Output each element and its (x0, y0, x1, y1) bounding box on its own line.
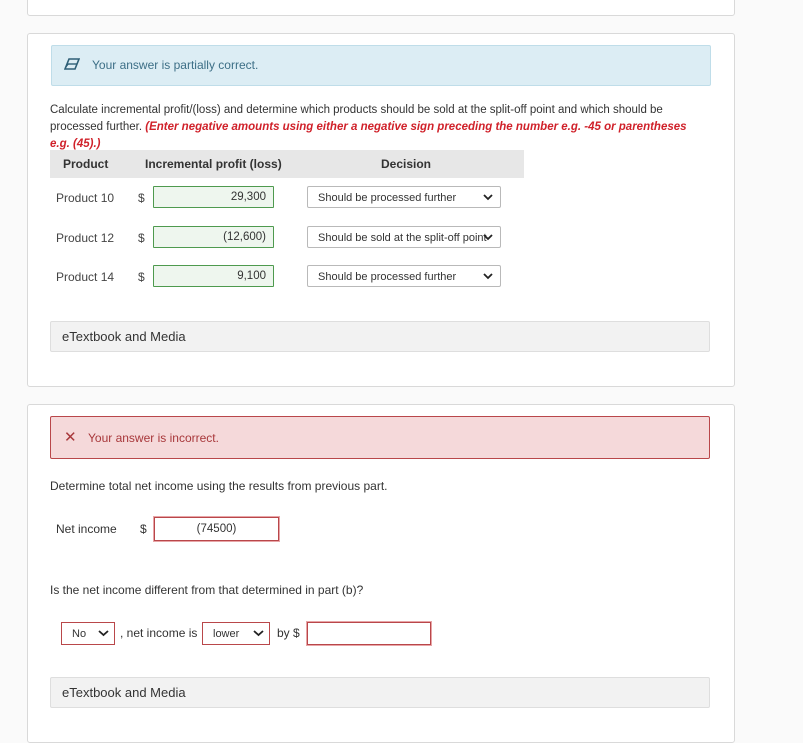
error-x-icon: ✕ (64, 429, 77, 446)
status-message: Your answer is partially correct. (92, 58, 259, 72)
product-14-decision-select[interactable] (307, 265, 501, 287)
chevron-down-icon (483, 194, 493, 201)
header-decision: Decision (381, 157, 432, 171)
row-product-10-label: Product 10 (56, 191, 115, 205)
net-income-prompt: Determine total net income using the results from previous part. (50, 479, 388, 493)
etextbook-media-link[interactable] (50, 321, 710, 352)
yes-no-select[interactable] (61, 622, 115, 645)
select-value: Should be processed further (318, 192, 457, 204)
product-10-profit-input[interactable]: 29,300 (153, 186, 274, 208)
net-income-input[interactable]: (74500) (154, 517, 279, 541)
select-value: No (72, 628, 87, 640)
currency-symbol: $ (138, 231, 145, 245)
row-product-14-label: Product 14 (56, 270, 115, 284)
product-12-profit-input[interactable]: (12,600) (153, 226, 274, 248)
instructions-text: Calculate incremental profit/(loss) and determine which products should be sold at the split-off point and which should be processed further. (50, 104, 663, 133)
by-label: by $ (277, 626, 300, 640)
net-income-label: Net income (56, 522, 117, 536)
product-10-decision-select[interactable] (307, 186, 501, 208)
table-header (50, 150, 524, 178)
difference-amount-input[interactable] (307, 622, 431, 645)
select-value: Should be processed further (318, 271, 457, 283)
header-incremental: Incremental profit (loss) (145, 157, 282, 171)
row-product-12-label: Product 12 (56, 231, 115, 245)
net-income-question: Is the net income different from that determined in part (b)? (50, 583, 364, 597)
currency-symbol: $ (138, 191, 145, 205)
chevron-down-icon (98, 630, 109, 637)
net-income-is-label: , net income is (120, 626, 198, 640)
part-c-card (27, 404, 735, 743)
currency-symbol: $ (140, 522, 147, 536)
previous-part-card (27, 0, 735, 16)
etextbook-media-link[interactable] (50, 677, 710, 708)
higher-lower-select[interactable] (202, 622, 270, 645)
part-b-card (27, 33, 735, 387)
partially-correct-banner (51, 45, 711, 86)
chevron-down-icon (483, 273, 493, 280)
eraser-icon (64, 58, 80, 73)
product-14-profit-input[interactable]: 9,100 (153, 265, 274, 287)
product-12-decision-select[interactable] (307, 226, 501, 248)
header-product: Product (63, 157, 109, 171)
instructions-note: (Enter negative amounts using either a negative sign preceding the number e.g. -45 or parentheses e.g. (45).) (50, 121, 687, 150)
etextbook-media-label: eTextbook and Media (62, 329, 186, 344)
instructions (50, 102, 700, 153)
currency-symbol: $ (138, 270, 145, 284)
select-value: Should be sold at the split-off point (318, 232, 487, 244)
etextbook-media-label: eTextbook and Media (62, 685, 186, 700)
chevron-down-icon (253, 630, 264, 637)
select-value: lower (213, 628, 240, 640)
chevron-down-icon (483, 234, 493, 241)
status-message: Your answer is incorrect. (88, 431, 219, 445)
incorrect-banner (50, 416, 710, 459)
